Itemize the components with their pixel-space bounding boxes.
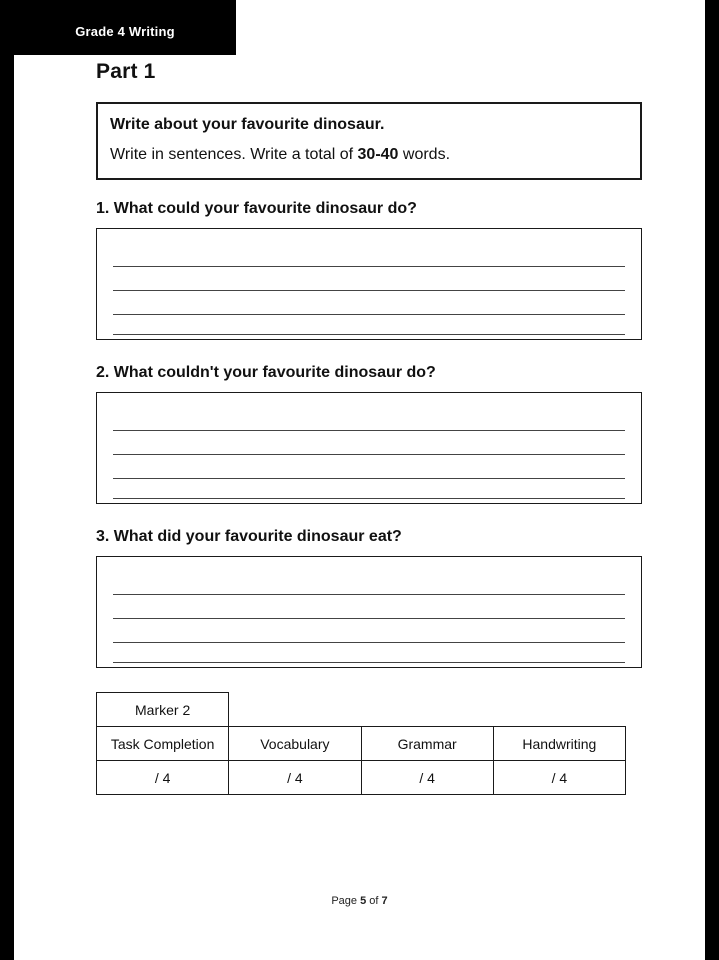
footer-current-page: 5 bbox=[360, 895, 367, 907]
writing-rule bbox=[113, 431, 625, 455]
writing-rule bbox=[113, 479, 625, 499]
answer-box-1[interactable] bbox=[96, 228, 642, 340]
instructions-box bbox=[96, 102, 642, 180]
page-footer bbox=[14, 895, 705, 907]
instructions-word-count: 30-40 bbox=[357, 146, 399, 163]
criteria-cell-vocabulary: Vocabulary bbox=[229, 727, 361, 761]
criteria-cell-grammar: Grammar bbox=[361, 727, 493, 761]
empty-cell bbox=[493, 693, 625, 727]
writing-rule bbox=[113, 243, 625, 267]
page-title: Part 1 bbox=[96, 60, 156, 83]
empty-cell bbox=[361, 693, 493, 727]
score-cell-task-completion[interactable]: / 4 bbox=[97, 761, 229, 795]
criteria-cell-handwriting: Handwriting bbox=[493, 727, 625, 761]
writing-rule bbox=[113, 267, 625, 291]
writing-rule bbox=[113, 571, 625, 595]
footer-middle: of bbox=[366, 895, 382, 907]
writing-rule bbox=[113, 455, 625, 479]
score-cell-handwriting[interactable]: / 4 bbox=[493, 761, 625, 795]
instructions-detail-suffix: words. bbox=[398, 146, 451, 163]
question-1-text: 1. What could your favourite dinosaur do? bbox=[96, 200, 417, 217]
worksheet-content bbox=[96, 60, 642, 795]
criteria-cell-task-completion: Task Completion bbox=[97, 727, 229, 761]
instructions-detail-prefix: Write in sentences. Write a total of bbox=[110, 146, 358, 163]
writing-rule bbox=[113, 643, 625, 663]
header-tab-label: Grade 4 Writing bbox=[75, 24, 175, 39]
table-row-marker bbox=[97, 693, 626, 727]
writing-rule bbox=[113, 595, 625, 619]
writing-rule bbox=[113, 315, 625, 335]
table-row-criteria bbox=[97, 727, 626, 761]
answer-box-2[interactable] bbox=[96, 392, 642, 504]
instructions-secondary bbox=[110, 146, 628, 164]
writing-rule bbox=[113, 291, 625, 315]
marks-table bbox=[96, 692, 626, 795]
score-cell-grammar[interactable]: / 4 bbox=[361, 761, 493, 795]
instructions-primary: Write about your favourite dinosaur. bbox=[110, 116, 385, 133]
empty-cell bbox=[229, 693, 361, 727]
footer-prefix: Page bbox=[331, 895, 361, 907]
footer-total-pages: 7 bbox=[381, 895, 388, 907]
table-row-scores bbox=[97, 761, 626, 795]
header-tab bbox=[14, 0, 236, 55]
score-cell-vocabulary[interactable]: / 4 bbox=[229, 761, 361, 795]
question-2-text: 2. What couldn't your favourite dinosaur do? bbox=[96, 364, 436, 381]
worksheet-page bbox=[14, 0, 705, 960]
writing-rule bbox=[113, 619, 625, 643]
answer-box-3[interactable] bbox=[96, 556, 642, 668]
marker-label-cell: Marker 2 bbox=[97, 693, 229, 727]
writing-rule bbox=[113, 407, 625, 431]
question-3-text: 3. What did your favourite dinosaur eat? bbox=[96, 528, 402, 545]
